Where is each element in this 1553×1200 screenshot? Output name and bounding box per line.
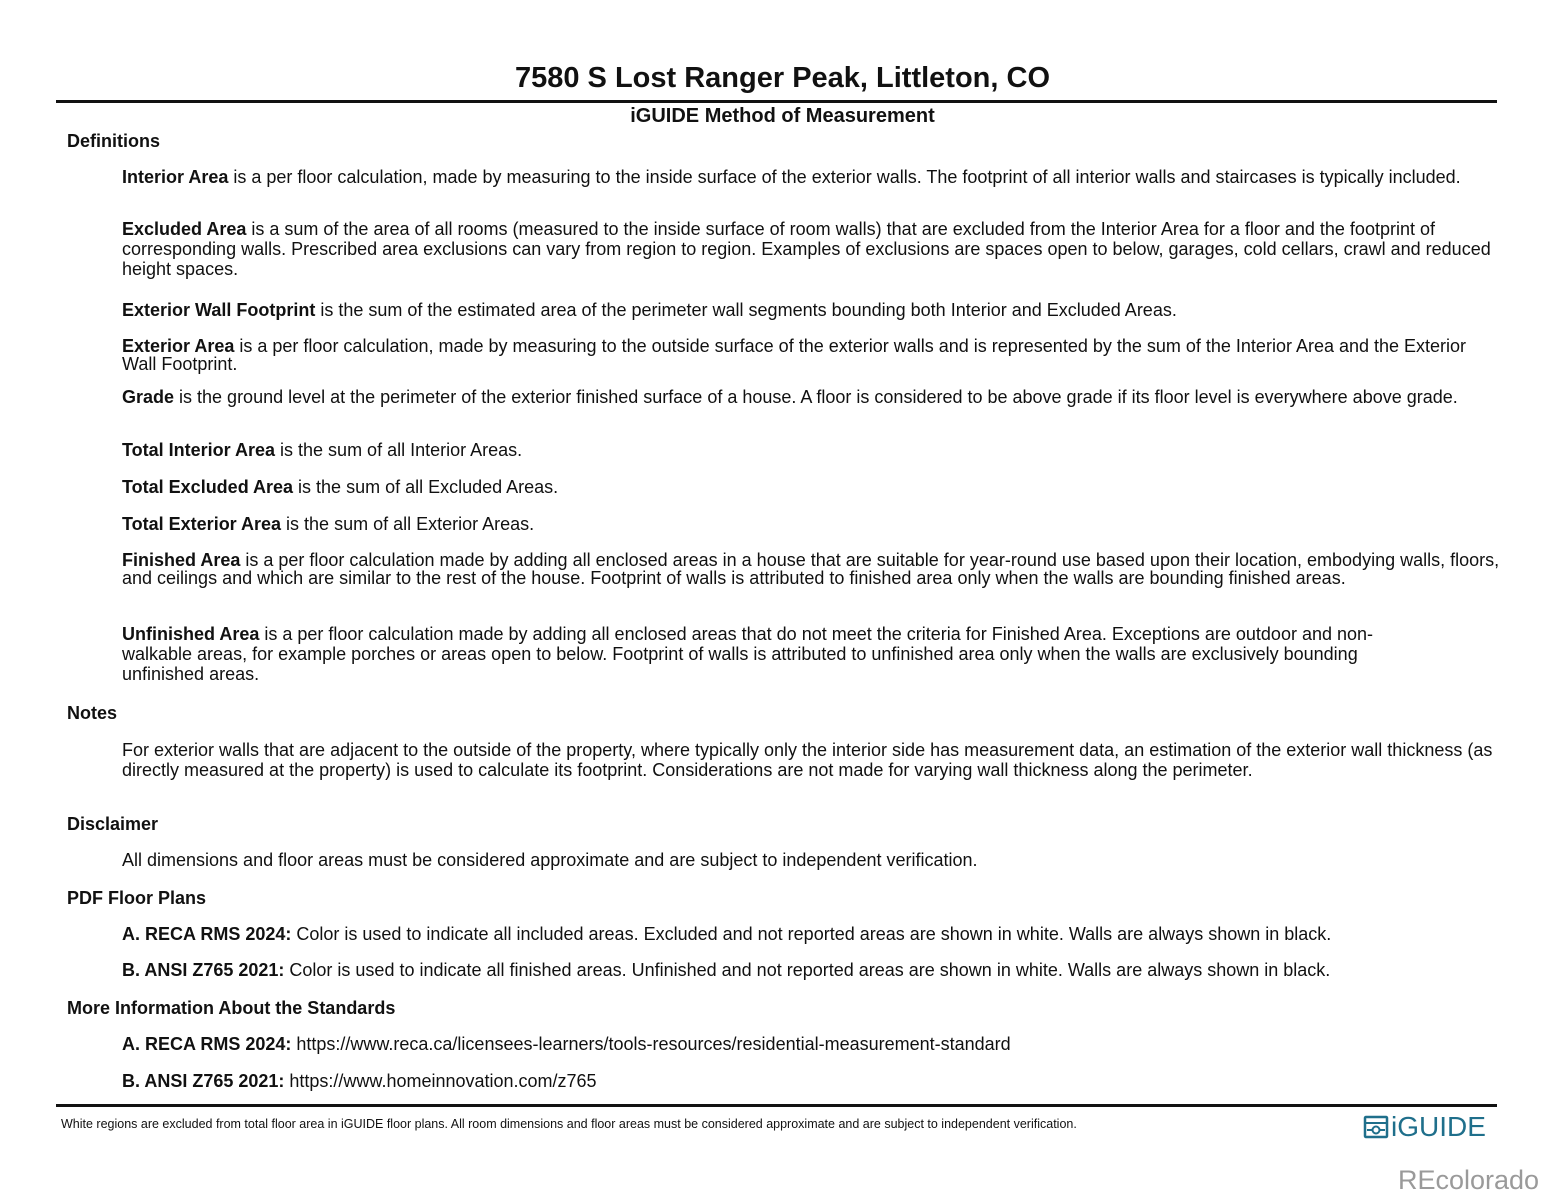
- definition-text: is a per floor calculation, made by measuring to the outside surface of the exterior walls and is represented by the sum of the Interior Area and the Exterior Wall Footprint.: [122, 336, 1467, 374]
- page-title: 7580 S Lost Ranger Peak, Littleton, CO: [514, 62, 1051, 94]
- definition-text: is a sum of the area of all rooms (measured to the inside surface of room walls) that are excluded from the Interior Area for a floor and the footprint of corresponding walls. Prescribed area exclusions can vary from region to region. Examples of exclusions are spaces open to below, garages, cold cellars, crawl and reduced height spaces.: [122, 219, 1491, 279]
- link-text: https://www.reca.ca/licensees-learners/tools-resources/residential-measurement-standard: [291, 1034, 1011, 1054]
- definition-text: is the ground level at the perimeter of the exterior finished surface of a house. A floor is considered to be above grade if its floor level is everywhere above grade.: [174, 387, 1458, 407]
- term: Grade: [122, 387, 175, 407]
- title-divider: [56, 100, 1497, 103]
- term: B. ANSI Z765 2021:: [122, 1071, 285, 1091]
- section-heading-disclaimer: Disclaimer: [67, 814, 159, 834]
- definition-finished-area: [122, 551, 1507, 587]
- definition-total-excluded-area: [122, 478, 1502, 496]
- definition-text: is the sum of all Excluded Areas.: [293, 477, 559, 497]
- iguide-logo: [1363, 1112, 1486, 1142]
- term: Exterior Wall Footprint: [122, 300, 316, 320]
- notes-text: For exterior walls that are adjacent to the outside of the property, where typically only the interior side has measurement data, an estimation of the exterior wall thickness (as directly measured at the property) is used to calculate its footprint. Considerations are not made for varying wall thickness along the perimeter.: [122, 740, 1493, 780]
- section-heading-pdf-floor-plans: PDF Floor Plans: [67, 888, 207, 908]
- footer-note: White regions are excluded from total floor area in iGUIDE floor plans. All room dimensions and floor areas must be considered approximate and are subject to independent verification.: [61, 1117, 1077, 1131]
- term: Unfinished Area: [122, 624, 260, 644]
- term: Exterior Area: [122, 336, 235, 356]
- footer-divider: [56, 1104, 1497, 1107]
- definition-text: Color is used to indicate all finished areas. Unfinished and not reported areas are shown in white. Walls are always shown in black.: [284, 960, 1331, 980]
- definition-unfinished-area: [122, 624, 1442, 684]
- definition-text: is the sum of the estimated area of the perimeter wall segments bounding both Interior and Excluded Areas.: [315, 300, 1177, 320]
- definition-text: is a per floor calculation, made by measuring to the inside surface of the exterior walls. The footprint of all interior walls and staircases is typically included.: [228, 167, 1461, 187]
- definition-excluded-area: [122, 219, 1502, 279]
- term: Total Interior Area: [122, 440, 276, 460]
- disclaimer-text: All dimensions and floor areas must be considered approximate and are subject to independent verification.: [122, 850, 978, 870]
- definition-text: is a per floor calculation made by adding all enclosed areas that do not meet the criteria for Finished Area. Exceptions are outdoor and non-walkable areas, for example porches or areas open to below. Footprint of walls is attributed to unfinished area only when the walls are exclusively bounding unfinished areas.: [122, 624, 1374, 684]
- section-heading-notes: Notes: [67, 703, 118, 723]
- more-info-ansi: [122, 1072, 1502, 1090]
- term: Total Excluded Area: [122, 477, 294, 497]
- term: A. RECA RMS 2024:: [122, 1034, 292, 1054]
- definition-interior-area: [122, 168, 1502, 186]
- iguide-camera-icon: [1363, 1115, 1389, 1139]
- definition-text: is the sum of all Interior Areas.: [275, 440, 523, 460]
- term: Total Exterior Area: [122, 514, 282, 534]
- more-info-reca: [122, 1035, 1502, 1053]
- pdf-floor-plan-reca: [122, 925, 1502, 943]
- term: Interior Area: [122, 167, 229, 187]
- definition-total-exterior-area: [122, 515, 1502, 533]
- definition-grade: [122, 383, 1502, 411]
- definition-text: is the sum of all Exterior Areas.: [281, 514, 535, 534]
- definition-text: is a per floor calculation made by adding all enclosed areas in a house that are suitable for year-round use based upon their location, embodying walls, floors, and ceilings and which are similar to the rest of the house. Footprint of walls is attributed to finished area only when the walls are bounding finished areas.: [122, 550, 1500, 588]
- term: Finished Area: [122, 550, 241, 570]
- page-subtitle: iGUIDE Method of Measurement: [630, 105, 935, 127]
- iguide-logo-text: iGUIDE: [1391, 1111, 1486, 1142]
- recolorado-watermark: REcolorado: [1398, 1165, 1540, 1195]
- link-text: https://www.homeinnovation.com/z765: [284, 1071, 597, 1091]
- definition-exterior-area: [122, 337, 1502, 373]
- term: A. RECA RMS 2024:: [122, 924, 292, 944]
- section-heading-more-info: More Information About the Standards: [67, 998, 396, 1018]
- term: Excluded Area: [122, 219, 247, 239]
- definition-total-interior-area: [122, 441, 1502, 459]
- section-heading-definitions: Definitions: [67, 131, 160, 151]
- pdf-floor-plan-ansi: [122, 961, 1502, 979]
- term: B. ANSI Z765 2021:: [122, 960, 285, 980]
- definition-text: Color is used to indicate all included areas. Excluded and not reported areas are shown in white. Walls are always shown in black.: [291, 924, 1332, 944]
- definition-exterior-wall-footprint: [122, 301, 1502, 319]
